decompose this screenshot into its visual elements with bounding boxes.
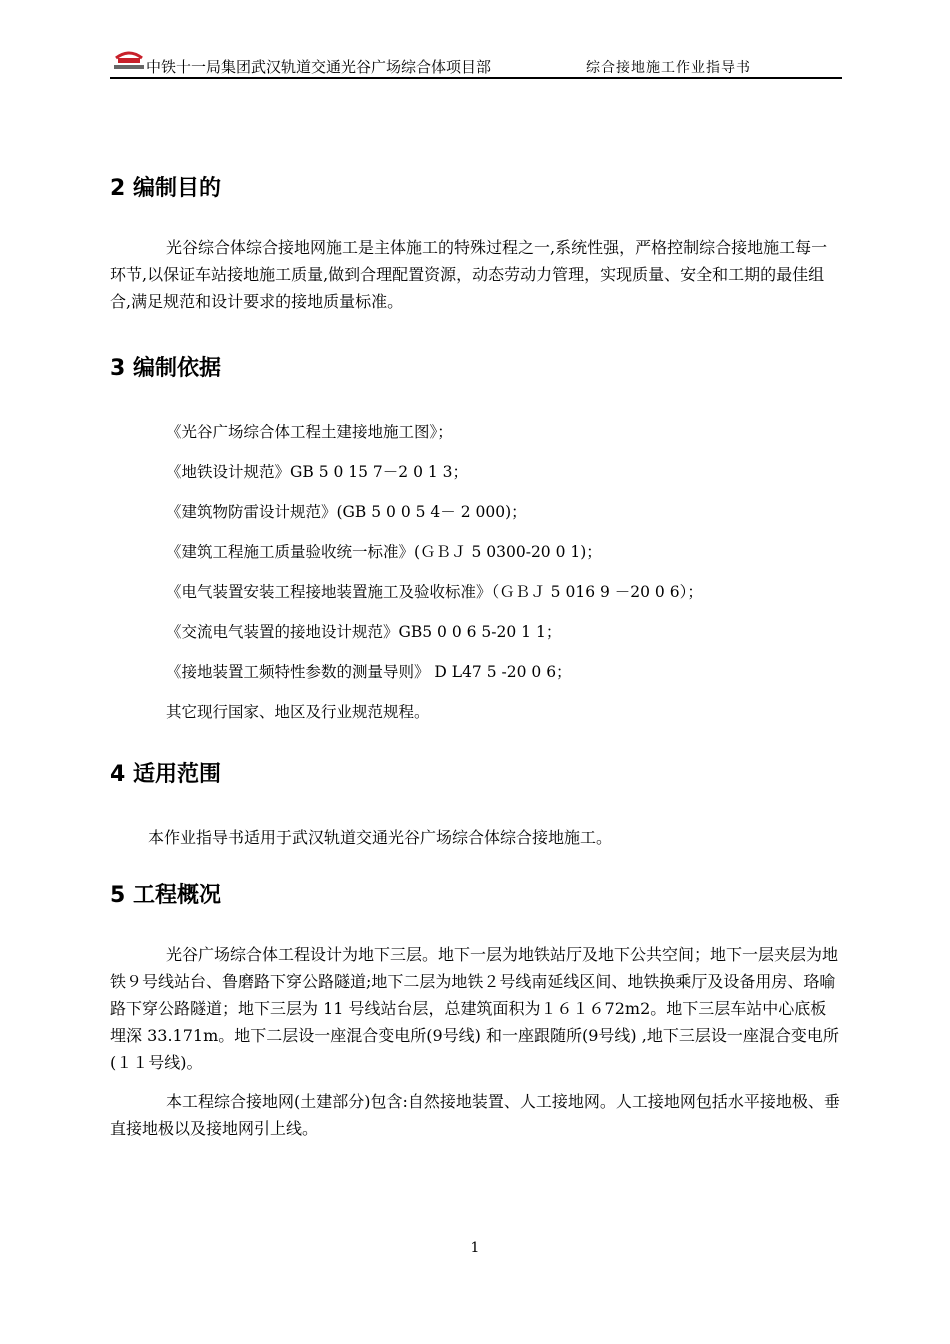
reference-item: 《建筑工程施工质量验收统一标准》(ＧＢＪ 5 0300-20 0 1)； (166, 543, 602, 561)
reference-item: 《光谷广场综合体工程土建接地施工图》； (166, 423, 453, 441)
section-paragraph-scope: 本作业指导书适用于武汉轨道交通光谷广场综合体综合接地施工。 (148, 828, 613, 847)
section-paragraph-overview: 光谷广场综合体工程设计为地下三层。地下一层为地铁站厅及地下公共空间；地下一层夹层为地铁９号线站台、鲁磨路下穿公路隧道;地下二层为地铁２号线南延线区间、地铁换乘厅及设备用房、珞喻路下穿公路隧道；地下三层为 11 号线站台层，总建筑面积为１６１６72m2。地下三层车站中心底板埋深 33.171m。地下二层设一座混合变电所(9号线) 和一座跟随所(9号线) ,地下三层设一座混合变电所 (１１号线)。 (110, 945, 839, 1072)
reference-item: 《电气装置安装工程接地装置施工及验收标准》（ＧＢＪ 5 016 9 －20 0 6）； (166, 583, 703, 601)
reference-item: 其它现行国家、地区及行业规范规程。 (166, 703, 430, 721)
section-paragraph-purpose: 光谷综合体综合接地网施工是主体施工的特殊过程之一,系统性强，严格控制综合接地施工每一环节,以保证车站接地施工质量,做到合理配置资源，动态劳动力管理，实现质量、安全和工期的最佳组合,满足规范和设计要求的接地质量标准。 (110, 238, 828, 311)
section-title-overview: 5 工程概况 (110, 883, 221, 908)
section-paragraph-overview: 本工程综合接地网(土建部分)包含:自然接地装置、人工接地网。人工接地网包括水平接地极、垂直接地极以及接地网引上线。 (110, 1092, 840, 1138)
header-document-title: 综合接地施工作业指导书 (586, 60, 751, 76)
header-rule (110, 77, 842, 79)
page-header (110, 44, 842, 78)
reference-item: 《交流电气装置的接地设计规范》GB5 0 0 6 5-20 1 1； (166, 623, 562, 641)
reference-item: 《接地装置工频特性参数的测量导则》 D L47 5 -20 0 6； (166, 663, 572, 681)
crcc-logo (112, 46, 146, 72)
section-title-scope: 4 适用范围 (110, 762, 221, 787)
section-title-purpose: 2 编制目的 (110, 176, 221, 201)
page-number: 1 (470, 1240, 480, 1256)
reference-list (110, 412, 842, 732)
reference-item: 《建筑物防雷设计规范》(GB 5 0 0 5 4－ 2 000)； (166, 503, 527, 521)
section-title-basis: 3 编制依据 (110, 356, 221, 381)
header-organization: 中铁十一局集团武汉轨道交通光谷广场综合体项目部 (146, 58, 492, 76)
reference-item: 《地铁设计规范》GB 5 0 15 7－2 0 1 3； (166, 463, 469, 481)
document-body (110, 170, 842, 1142)
